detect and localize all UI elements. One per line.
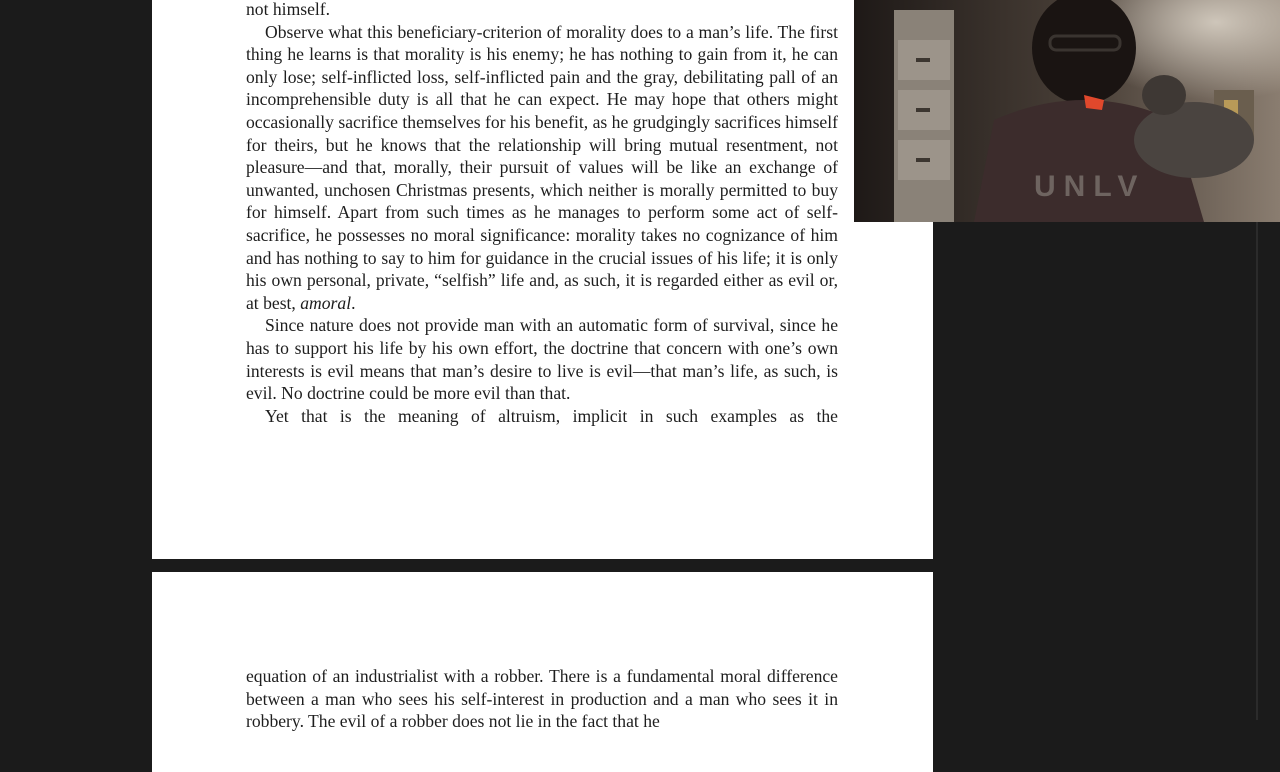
scrollbar-track[interactable] (1256, 222, 1258, 720)
document-page (152, 572, 933, 772)
shirt-text: UNLV (1034, 170, 1146, 203)
paragraph: Since nature does not provide man with an automatic form of survival, since he has to support his life by his own effort, the doctrine that concern with one’s own interests is evil means that man’s desire to live is evil—that man’s life, as such, is evil. No doctrine could be more evil than that. (246, 315, 838, 404)
paragraph (246, 21, 838, 315)
paragraph: Yet that is the meaning of altruism, implicit in such examples as the (265, 405, 838, 426)
paragraph-punctuation: . (351, 292, 356, 313)
page-text-block (246, 665, 838, 733)
webcam-image (854, 0, 1280, 222)
document-page (152, 0, 933, 559)
webcam-overlay (854, 0, 1280, 222)
paragraph: not himself. (246, 0, 331, 19)
italic-word: amoral (300, 292, 352, 313)
paragraph: equation of an industrialist with a robber. There is a fundamental moral difference between a man who sees his self-interest in production and a man who sees it in robbery. The evil of a robber does not lie in the fact that he (246, 666, 838, 732)
paragraph-text: Observe what this beneficiary-criterion of morality does to a man’s life. The first thing he learns is that morality is his enemy; he has nothing to gain from it, he can only lose; self-inflicted loss, self-inflicted pain and the gray, debilitating pall of an incomprehensible duty is all that he can expect. He may hope that others might occasionally sacrifice themselves for his benefit, as he grudgingly sacrifices himself for theirs, but he knows that the relationship will bring mutual resentment, not pleasure—and that, morally, their pursuit of values will be like an exchange of unwanted, unchosen Christmas presents, which neither is morally permitted to buy for himself. Apart from such times as he manages to perform some act of self-sacrifice, he possesses no moral significance: morality takes no cognizance of him and has nothing to say to him for guidance in the crucial issues of his life; it is only his own personal, private, “selfish” life and, as such, it is regarded either as evil or, at best, (246, 21, 838, 313)
page-text-block (246, 0, 838, 427)
